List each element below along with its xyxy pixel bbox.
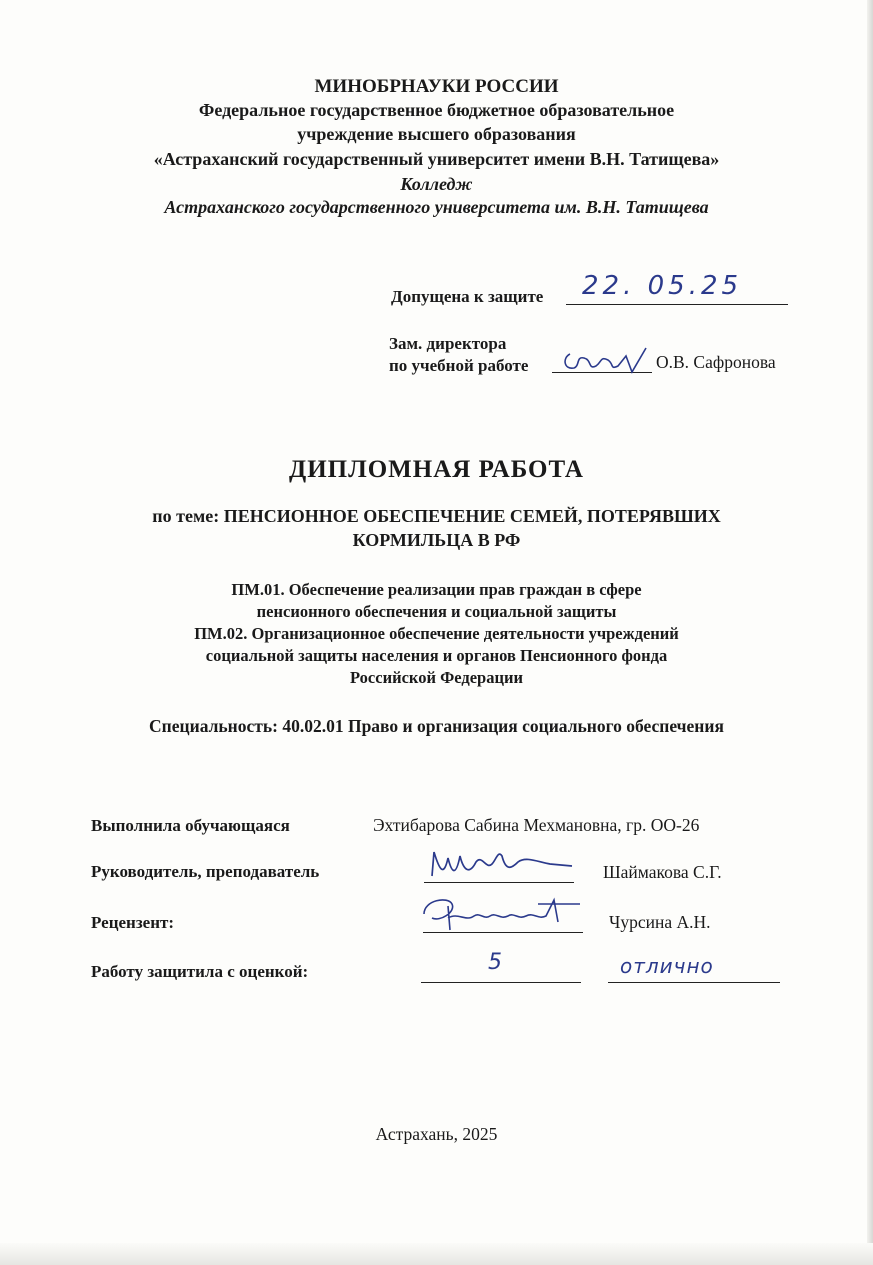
specialty: Специальность: 40.02.01 Право и организация социального обеспечения xyxy=(149,716,724,736)
theme-line-2: КОРМИЛЬЦА В РФ xyxy=(352,530,521,550)
supervisor-label: Руководитель, преподаватель xyxy=(91,862,320,881)
module-line-4: социальной защиты населения и органов Пенсионного фонда xyxy=(205,646,668,665)
college-university-name: Астраханского государственного университета им. В.Н. Татищева xyxy=(164,197,709,217)
document-title: ДИПЛОМНАЯ РАБОТА xyxy=(289,456,584,483)
grade-word-handwritten: отлично xyxy=(620,954,714,978)
supervisor-name: Шаймакова С.Г. xyxy=(603,862,722,882)
deputy-role: по учебной работе xyxy=(389,356,529,375)
module-line-1: ПМ.01. Обеспечение реализации прав граждан в сфере xyxy=(231,580,642,599)
author-label: Выполнила обучающаяся xyxy=(91,816,290,835)
admitted-date-handwritten: 22. 05.25 xyxy=(582,271,743,301)
module-line-2: пенсионного обеспечения и социальной защиты xyxy=(256,602,617,621)
institution-line-1: Федеральное государственное бюджетное образовательное xyxy=(198,100,675,120)
module-line-5: Российской Федерации xyxy=(350,668,523,687)
admitted-label: Допущена к защите xyxy=(391,287,544,306)
supervisor-signature xyxy=(426,842,576,884)
grade-number-handwritten: 5 xyxy=(488,950,502,975)
reviewer-signature xyxy=(418,892,586,934)
ministry-heading: МИНОБРНАУКИ РОССИИ xyxy=(314,76,559,97)
grade-label: Работу защитила с оценкой: xyxy=(91,962,309,981)
deputy-name: О.В. Сафронова xyxy=(656,352,776,372)
page-bottom-shadow xyxy=(0,1243,873,1265)
module-line-3: ПМ.02. Организационное обеспечение деятельности учреждений xyxy=(194,624,679,643)
author-value: Эхтибарова Сабина Мехмановна, гр. ОО-26 xyxy=(373,815,700,835)
theme-line-1: по теме: ПЕНСИОННОЕ ОБЕСПЕЧЕНИЕ СЕМЕЙ, ПОТЕРЯВШИХ xyxy=(152,506,721,526)
deputy-title: Зам. директора xyxy=(389,334,507,353)
page-edge-shadow xyxy=(867,0,873,1265)
reviewer-label: Рецензент: xyxy=(91,913,175,932)
deputy-signature xyxy=(560,344,652,378)
institution-line-2: учреждение высшего образования xyxy=(297,124,576,144)
reviewer-name: Чурсина А.Н. xyxy=(609,912,711,932)
city-year: Астрахань, 2025 xyxy=(375,1124,498,1144)
university-name: «Астраханский государственный университет имени В.Н. Татищева» xyxy=(153,149,720,169)
college-label: Колледж xyxy=(400,174,473,194)
